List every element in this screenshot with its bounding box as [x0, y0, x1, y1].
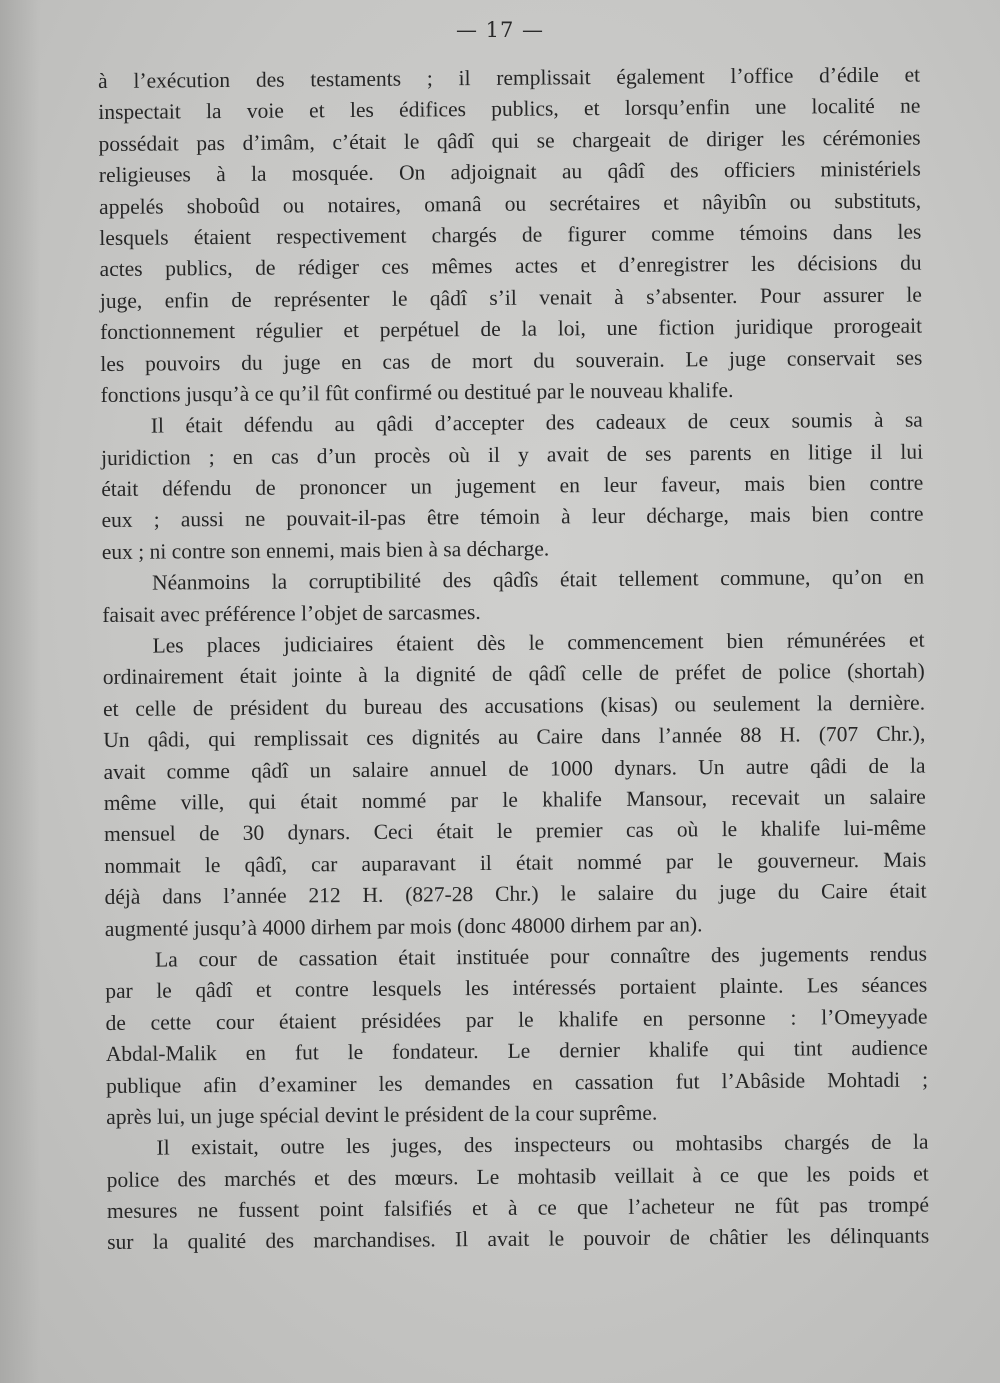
paragraph	[106, 1127, 929, 1259]
text-line: possédait pas d’imâm, c’était le qâdî qui se chargeait de diriger les cérémonies	[98, 125, 921, 156]
text-line: faisait avec préférence l’objet de sarcasmes.	[102, 599, 481, 627]
text-line: ordinairement était jointe à la dignité de qâdî celle de préfet de police (shortah)	[102, 658, 925, 690]
text-line: Les places judiciaires étaient dès le commencement bien rémunérées et	[152, 627, 925, 658]
paragraph	[98, 60, 923, 412]
text-line: publique afin d’examiner les demandes en cassation fut l’Abâside Mohtadi ;	[105, 1067, 929, 1098]
text-line: appelés shoboûd ou notaires, omanâ ou secrétaires et nâyibîn ou substituts,	[99, 188, 922, 219]
text-line: eux ; ni contre son ennemi, mais bien à sa décharge.	[101, 536, 550, 564]
text-line: mensuel de 30 dynars. Ceci était le premier cas où le khalife lui-même	[103, 815, 927, 847]
text-line: avait comme qâdî un salaire annuel de 1000 dynars. Un autre qâdi de la	[103, 753, 926, 784]
text-line: mesures ne fussent point falsifiés et à ce que l’acheteur ne fût pas trompé	[106, 1192, 930, 1224]
text-line: et celle de président du bureau des accusations (kisas) ou seulement la dernière.	[102, 690, 926, 721]
text-line: Néanmoins la corruptibilité des qâdîs était tellement commune, qu’on en	[151, 564, 925, 595]
text-line: inspectait la voie et les édifices publics, et lorsqu’enfin une localité ne	[98, 93, 921, 125]
text-line: juridiction ; en cas d’un procès où il y avait de ses parents en litige il lui	[100, 439, 924, 470]
body-text	[98, 60, 929, 1259]
text-line: lesquels étaient respectivement chargés de figurer comme témoins dans les	[99, 219, 922, 250]
text-line: nommait le qâdî, car auparavant il était nommé par le gouverneur. Mais	[104, 847, 927, 878]
text-line: Il était défendu au qâdi d’accepter des cadeaux de ceux soumis à sa	[150, 407, 923, 438]
text-line: de cette cour étaient présidées par le khalife en personne : l’Omeyyade	[105, 1004, 928, 1035]
text-line: à l’exécution des testaments ; il remplissait également l’office d’édile et	[98, 62, 921, 93]
text-line: juge, enfin de représenter le qâdî s’il venait à s’absenter. Pour assurer le	[99, 282, 922, 313]
paragraph	[102, 562, 924, 631]
text-line: après lui, un juge spécial devint le président de la cour suprême.	[106, 1100, 658, 1129]
text-line: fonctionnement régulier et perpétuel de la loi, une fiction juridique prorogeait	[99, 313, 923, 345]
paragraph	[101, 405, 924, 568]
text-line: eux ; aussi ne pouvait-il-pas être témoin à leur décharge, mais bien contre	[101, 501, 924, 533]
text-line: Un qâdi, qui remplissait ces dignités au Caire dans l’année 88 H. (707 Chr.),	[103, 721, 926, 753]
text-line: fonctions jusqu’à ce qu’il fût confirmé ou destitué par le nouveau khalife.	[100, 377, 734, 407]
text-line: actes publics, de rédiger ces mêmes actes et d’enregistrer les décisions du	[99, 250, 922, 282]
text-line: par le qâdî et contre lesquels les intéressés portaient plainte. Les séances	[105, 972, 928, 1004]
text-line: les pouvoirs du juge en cas de mort du souverain. Le juge conservait ses	[100, 345, 923, 376]
text-line: police des marchés et des mœurs. Le mohtasib veillait à ce que les poids et	[106, 1161, 929, 1192]
text-line: La cour de cassation était instituée pour connaître des jugements rendus	[154, 941, 928, 972]
text-line: Il existait, outre les juges, des inspecteurs ou mohtasibs chargés de la	[156, 1129, 929, 1160]
text-line: religieuses à la mosquée. On adjoignait au qâdî des officiers ministériels	[98, 156, 921, 188]
paragraph	[102, 625, 926, 945]
text-line: sur la qualité des marchandises. Il avait le pouvoir de châtier les délinquants	[107, 1223, 930, 1255]
text-line: même ville, qui était nommé par le khalife Mansour, recevait un salaire	[103, 784, 926, 815]
page-edge-shadow	[0, 0, 40, 1383]
page-number: — 17 —	[455, 18, 545, 42]
text-line: déjà dans l’année 212 H. (827-28 Chr.) le salaire du juge du Caire était	[104, 878, 927, 910]
text-line: augmenté jusqu’à 4000 dirhem par mois (donc 48000 dirhem par an).	[104, 911, 703, 941]
text-line: était défendu de prononcer un jugement en leur faveur, mais bien contre	[101, 470, 924, 502]
text-line: Abdal-Malik en fut le fondateur. Le dernier khalife qui tint audience	[105, 1035, 928, 1067]
paragraph	[105, 938, 928, 1133]
